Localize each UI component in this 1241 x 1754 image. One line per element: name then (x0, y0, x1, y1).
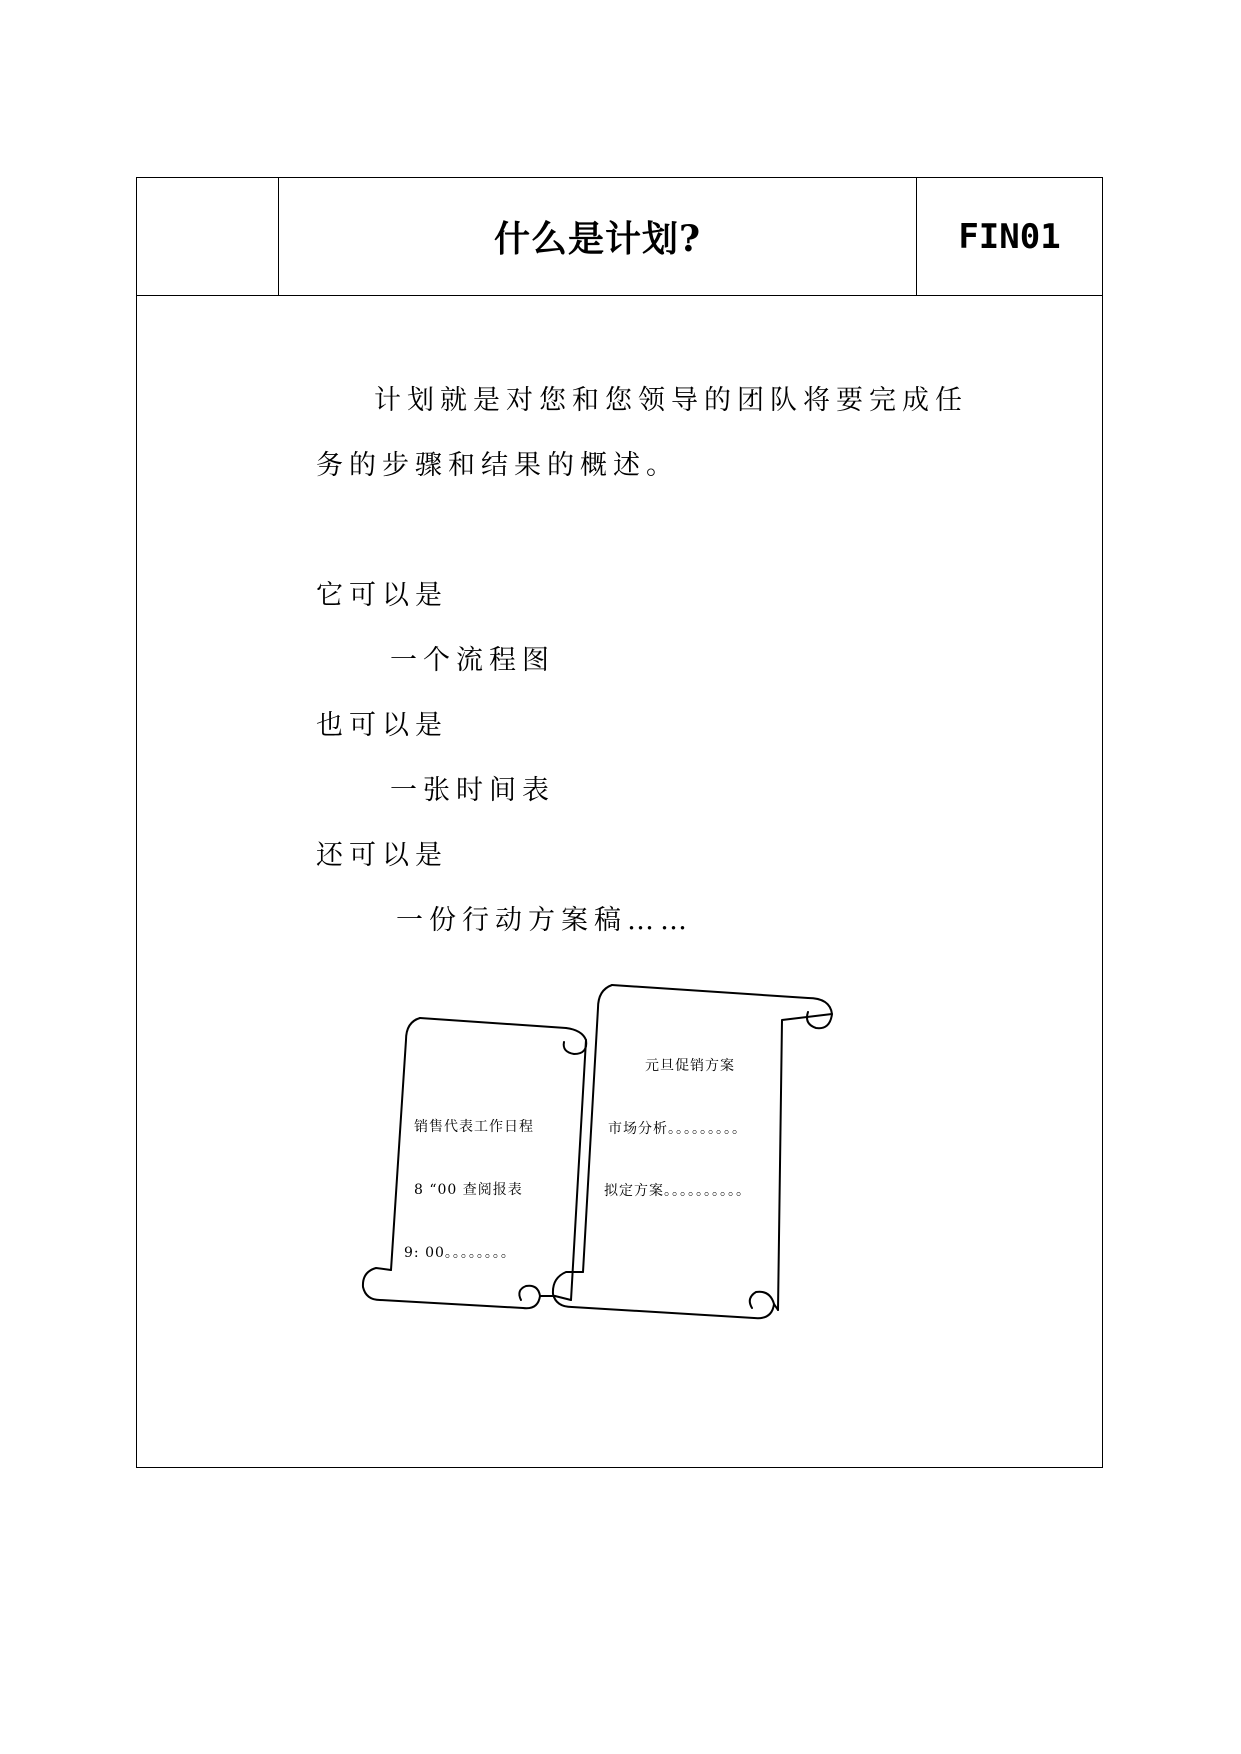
list-item-3: 一份行动方案稿…… (396, 905, 693, 936)
right-scroll-drawing (553, 985, 832, 1318)
list-label-3: 还可以是 (316, 840, 448, 871)
left-scroll-line-1: 8 “00 查阅报表 (414, 1182, 523, 1198)
list-item-1: 一个流程图 (390, 645, 555, 676)
right-scroll-title: 元旦促销方案 (645, 1058, 735, 1074)
right-scroll-line-2: 拟定方案。。。。。。。。。。 (604, 1183, 751, 1199)
left-scroll-drawing (363, 1018, 586, 1308)
document-code: FIN01 (958, 216, 1061, 257)
list-label-2: 也可以是 (316, 710, 448, 741)
list-label-1: 它可以是 (316, 580, 448, 611)
definition-line-2: 务的步骤和结果的概述。 (316, 450, 679, 481)
page-title: 什么是计划? (279, 178, 917, 295)
left-scroll-title: 销售代表工作日程 (414, 1119, 534, 1135)
right-scroll-line-1: 市场分析。。。。。。。。。 (608, 1121, 747, 1137)
definition-line-1: 计划就是对您和您领导的团队将要完成任 (374, 385, 968, 416)
list-item-2: 一张时间表 (390, 775, 555, 806)
left-scroll-line-2: 9: 00。。。。。。。。 (404, 1245, 516, 1261)
